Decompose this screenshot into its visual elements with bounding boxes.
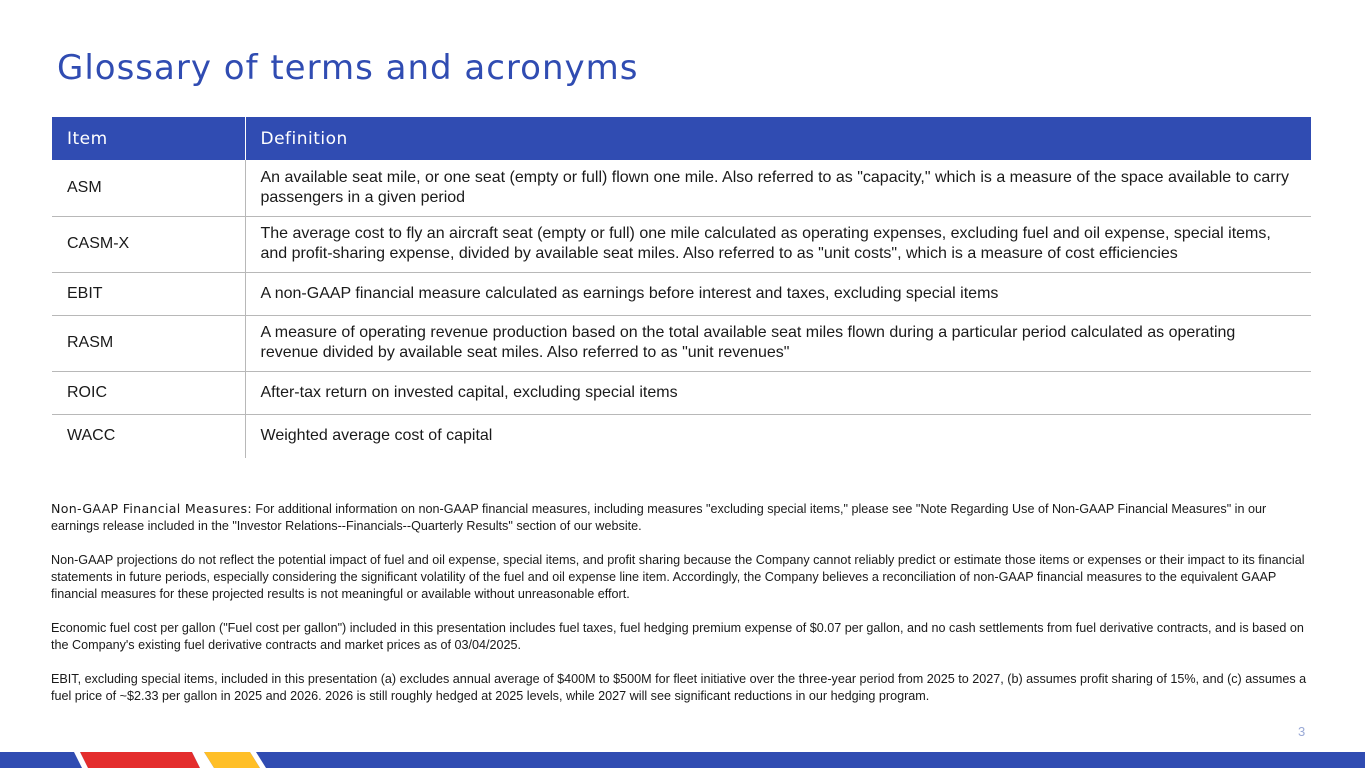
table-row: [52, 272, 1311, 315]
table-row: [52, 216, 1311, 272]
table-row: [52, 371, 1311, 414]
term-cell: EBIT: [52, 272, 245, 315]
table-row: [52, 160, 1311, 216]
definition-cell: Weighted average cost of capital: [260, 427, 493, 445]
term-cell: ROIC: [52, 371, 245, 414]
footnote-projections: Non-GAAP projections do not reflect the potential impact of fuel and oil expense, special items, and profit sharing because the Company cannot reliably predict or estimate those items or expenses or their impact to its financial statements in future periods, especially considering the significant volatility of the fuel and oil expense line item. Accordingly, the Company believes a reconciliation of non-GAAP financial measures to the equivalent GAAP financial measures for these projected results is not meaningful or available without unreasonable effort.: [51, 553, 1305, 601]
column-header-item: Item: [52, 117, 245, 160]
term-cell: RASM: [52, 315, 245, 371]
term-cell: WACC: [52, 414, 245, 458]
definition-cell: A non-GAAP financial measure calculated as earnings before interest and taxes, excluding special items: [245, 272, 1311, 315]
footer-red-stripe: [80, 752, 200, 768]
definition-cell: A measure of operating revenue production based on the total available seat miles flown during a particular period calculated as operating revenue divided by available seat miles. Also referred to as "unit revenues": [245, 315, 1311, 371]
footnote-lead: Non-GAAP Financial Measures:: [51, 501, 252, 516]
footnotes: [51, 500, 1311, 722]
page-number: 3: [1298, 724, 1306, 739]
footnote-body: For additional information on non-GAAP financial measures, including measures "excluding special items," please see "Note Regarding Use of Non-GAAP Financial Measures" in our earnings release included in the "Investor Relations--Financials--Quarterly Results" section of our website.: [51, 502, 1267, 533]
footnote-fuel-cost: Economic fuel cost per gallon ("Fuel cost per gallon") included in this presentation includes fuel taxes, fuel hedging premium expense of $0.07 per gallon, and no cash settlements from fuel derivative contracts, and is based on the Company's existing fuel derivative contracts and market prices as of 03/04/2025.: [51, 621, 1304, 652]
footnote-non-gaap: [51, 500, 1311, 535]
page-title: Glossary of terms and acronyms: [57, 48, 639, 88]
term-cell: CASM-X: [52, 216, 245, 272]
footnote-ebit: EBIT, excluding special items, included in this presentation (a) excludes annual average of $400M to $500M for fleet initiative over the three-year period from 2025 to 2027, (b) assumes profit sharing of 15%, and (c) assumes a fuel price of ~$2.33 per gallon in 2025 and 2026. 2026 is still roughly hedged at 2025 levels, while 2027 will see significant reductions in our hedging program.: [51, 672, 1307, 703]
table-row: [52, 414, 1311, 458]
table-header-row: [52, 117, 1311, 160]
glossary-table: [52, 117, 1311, 458]
definition-cell: After-tax return on invested capital, excluding special items: [245, 371, 1311, 414]
definition-cell: The average cost to fly an aircraft seat (empty or full) one mile calculated as operating expenses, excluding fuel and oil expense, special items, and profit-sharing expense, divided by available seat miles. Also referred to as "unit costs", which is a measure of cost efficiencies: [245, 216, 1311, 272]
definition-cell: An available seat mile, or one seat (empty or full) flown one mile. Also referred to as "capacity," which is a measure of the space available to carry passengers in a given period: [245, 160, 1311, 216]
term-cell: ASM: [52, 160, 245, 216]
brand-footer-bar: [0, 752, 1365, 768]
column-header-definition: Definition: [245, 117, 1311, 160]
table-row: [52, 315, 1311, 371]
